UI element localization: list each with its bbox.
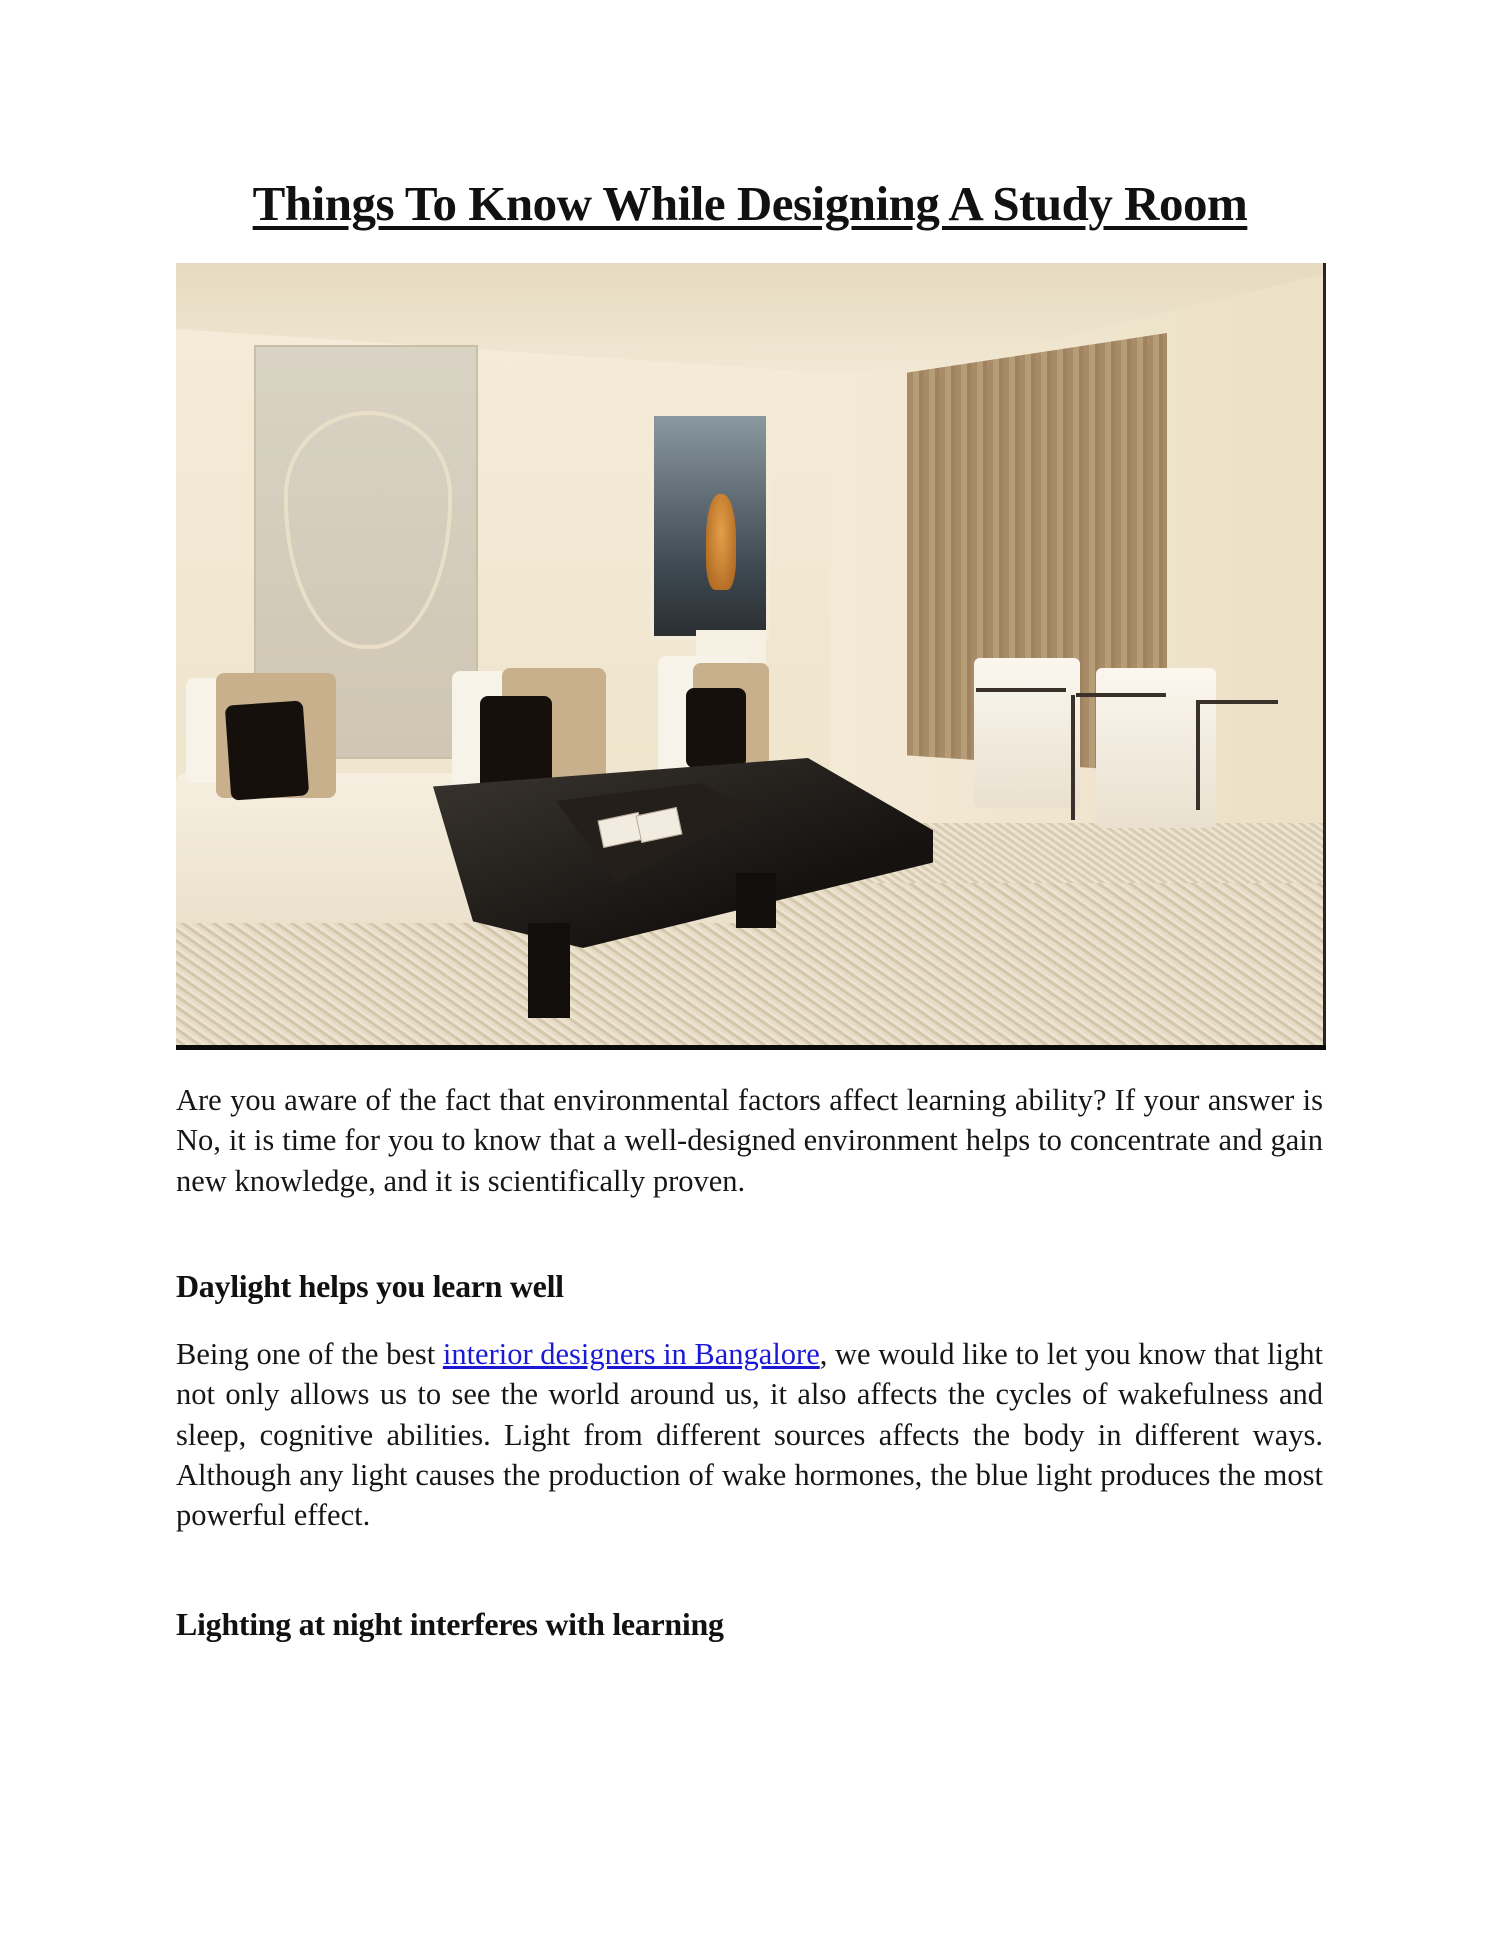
armchair-rail <box>976 688 1066 692</box>
daylight-paragraph <box>176 1334 1323 1535</box>
paragraph-text-after-link: , we would like to let you know that light not only allows us to see the world around us, it also affects the cycles of wakefulness and sleep, cognitive abilities. Light from different sources affects the body in different ways. Although any light causes the production of wake hormones, the blue light produces the most powerful effect. <box>176 1337 1323 1533</box>
interior-designers-link[interactable]: interior designers in Bangalore <box>442 1337 820 1371</box>
statue <box>706 494 736 590</box>
table-leg <box>528 923 570 1018</box>
page-title: Things To Know While Designing A Study Room <box>252 176 1248 231</box>
pillow-black <box>225 700 309 800</box>
section-heading-night-lighting: Lighting at night interferes with learning <box>176 1606 724 1642</box>
table-leg <box>736 873 776 928</box>
section-heading-daylight: Daylight helps you learn well <box>176 1268 564 1304</box>
paragraph-text-before-link: Being one of the best <box>176 1337 443 1371</box>
image-border <box>176 1045 1326 1050</box>
armchair-rail <box>1071 695 1075 820</box>
hero-image <box>176 263 1326 1045</box>
armchair-rail <box>1076 693 1166 697</box>
pillow-black <box>686 688 746 768</box>
intro-paragraph: Are you aware of the fact that environmental factors affect learning ability? If your answer is No, it is time for you to know that a well-designed environment helps to concentrate and gain new knowledge, and it is scientifically proven. <box>176 1083 1323 1198</box>
armchair-rail <box>1196 700 1200 810</box>
armchair-rail <box>1198 700 1278 704</box>
armchair-left <box>974 658 1080 808</box>
